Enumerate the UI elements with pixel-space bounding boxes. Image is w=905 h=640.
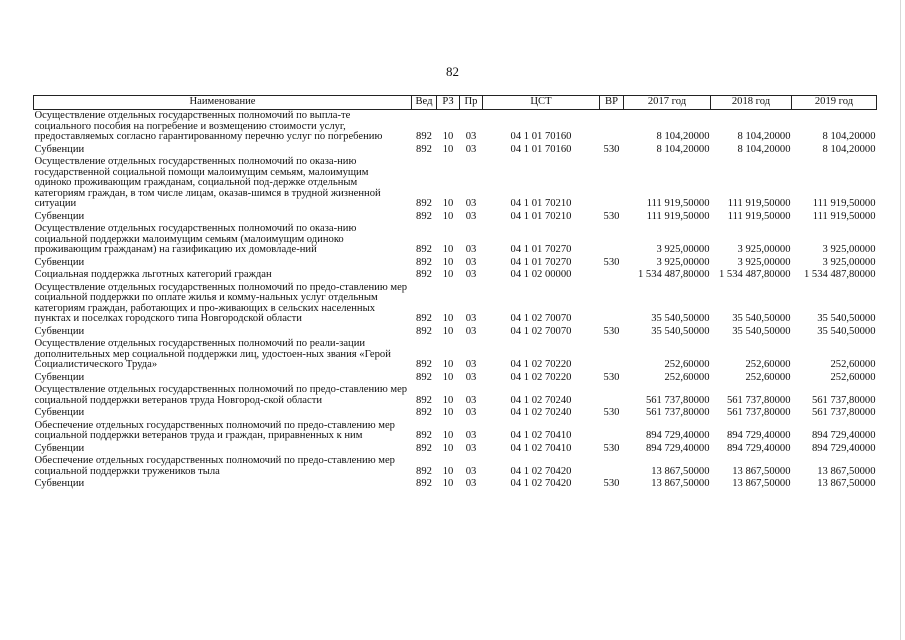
row-pr: 03: [465, 313, 477, 324]
row-rz: 10: [442, 465, 454, 477]
table-header: [34, 96, 877, 110]
row-pr: 03: [465, 256, 477, 268]
row-vr: 530: [603, 407, 620, 418]
row-2019: 35 540,50000: [817, 325, 876, 337]
row-name: Обеспечение отдельных государственных полномочий по предо-ставлению мер социальной поддержки тружеников тыла: [34, 455, 395, 477]
row-2017: 894 729,40000: [645, 442, 710, 454]
row-rz: 10: [442, 442, 454, 454]
row-vr: [600, 384, 624, 407]
row-name: Осуществление отдельных государственных полномочий по реали-зации дополнительных мер социальной поддержки лиц, удостоен-ных звания «Герой Социалистического Труда»: [34, 338, 391, 370]
row-vr: 530: [603, 371, 620, 383]
row-ved: 892: [416, 407, 432, 418]
row-2017: 252,60000: [664, 371, 710, 383]
table-row: [34, 420, 877, 443]
row-rz: 10: [442, 359, 454, 370]
header-name: Наименование: [34, 96, 412, 110]
row-pr: 03: [465, 198, 477, 209]
row-2019: 13 867,50000: [817, 478, 876, 489]
row-ved: 892: [416, 256, 432, 268]
row-vr: 530: [603, 256, 620, 268]
table-row: [34, 223, 877, 257]
row-name: Субвенции: [34, 407, 85, 418]
row-pr: 03: [465, 244, 477, 255]
row-name: Субвенции: [34, 478, 85, 489]
row-2018: 3 925,00000: [737, 256, 791, 268]
row-2017: 8 104,20000: [656, 131, 710, 142]
row-2017: 561 737,80000: [645, 394, 710, 406]
table-row: [34, 110, 877, 144]
header-vr: ВР: [600, 96, 624, 110]
table-row: [34, 478, 877, 491]
row-name: Субвенции: [34, 325, 85, 337]
row-vr: [600, 420, 624, 443]
row-ved: 892: [416, 269, 432, 280]
row-2018: 13 867,50000: [732, 465, 791, 477]
row-2017: 8 104,20000: [656, 143, 710, 155]
row-rz: 10: [442, 371, 454, 383]
row-ved: 892: [416, 442, 432, 454]
row-name: Осуществление отдельных государственных полномочий по предо-ставлению мер социальной поддержки по оплате жилья и комму-нальных услуг отдельным категориям граждан, работающих и про-живающих в сельских населенных пунктах и поселках городского типа Новгородской области: [34, 281, 408, 324]
row-pr: 03: [465, 269, 477, 280]
header-2017: 2017 год: [624, 96, 711, 110]
row-2017: 35 540,50000: [651, 325, 710, 337]
row-2019: 13 867,50000: [817, 465, 876, 477]
row-2018: 252,60000: [745, 371, 791, 383]
row-cst: 04 1 02 70070: [510, 325, 572, 337]
row-rz: 10: [442, 325, 454, 337]
row-ved: 892: [416, 478, 432, 489]
row-vr: 530: [603, 442, 620, 454]
page-number: 82: [446, 64, 459, 79]
row-cst: 04 1 02 70220: [510, 371, 572, 383]
row-cst: 04 1 01 70160: [510, 131, 572, 142]
row-2018: 894 729,40000: [726, 430, 791, 441]
row-vr: [600, 110, 624, 144]
row-2018: 3 925,00000: [737, 244, 791, 255]
row-2018: 35 540,50000: [732, 325, 791, 337]
row-vr: [600, 338, 624, 372]
table-row: [34, 384, 877, 407]
row-cst: 04 1 01 70160: [510, 143, 572, 155]
row-name: Осуществление отдельных государственных полномочий по оказа-нию государственной социальной помощи малоимущим семьям, малоимущим одиноко проживающим гражданам, социальной под-держке отдельным категориям граждан, в том числе лицам, оказав-шимся в трудной жизненной ситуации: [34, 156, 381, 209]
row-2017: 3 925,00000: [656, 244, 710, 255]
row-2019: 252,60000: [830, 359, 876, 370]
row-pr: 03: [465, 478, 477, 489]
row-vr: [600, 282, 624, 326]
row-cst: 04 1 02 00000: [510, 269, 572, 280]
row-2017: 3 925,00000: [656, 256, 710, 268]
table-row: [34, 455, 877, 478]
row-pr: 03: [465, 465, 477, 477]
row-2019: 35 540,50000: [817, 313, 876, 324]
row-rz: 10: [442, 256, 454, 268]
row-ved: 892: [416, 371, 432, 383]
row-2019: 8 104,20000: [822, 143, 876, 155]
row-vr: 530: [603, 210, 620, 222]
row-name: Социальная поддержка льготных категорий граждан: [34, 269, 272, 280]
row-ved: 892: [416, 244, 432, 255]
row-ved: 892: [416, 198, 432, 209]
row-rz: 10: [442, 313, 454, 324]
row-rz: 10: [442, 430, 454, 441]
row-name: Осуществление отдельных государственных полномочий по оказа-нию социальной поддержки малоимущим семьям (малоимущим одиноко проживающим гражданам) на газификацию их домовладе-ний: [34, 223, 357, 255]
row-2018: 8 104,20000: [737, 131, 791, 142]
row-2017: 1 534 487,80000: [637, 269, 710, 280]
row-2018: 561 737,80000: [726, 394, 791, 406]
table-row: [34, 326, 877, 339]
scan-edge-line: [900, 0, 901, 640]
row-pr: 03: [465, 442, 477, 454]
row-rz: 10: [442, 394, 454, 406]
row-2019: 8 104,20000: [822, 131, 876, 142]
row-pr: 03: [465, 407, 477, 418]
row-cst: 04 1 02 70240: [510, 407, 572, 418]
row-ved: 892: [416, 394, 432, 406]
row-2018: 35 540,50000: [732, 313, 791, 324]
row-ved: 892: [416, 210, 432, 222]
table-body: [34, 110, 877, 491]
row-cst: 04 1 02 70070: [510, 313, 572, 324]
row-pr: 03: [465, 210, 477, 222]
row-rz: 10: [442, 269, 454, 280]
row-vr: [600, 223, 624, 257]
row-cst: 04 1 02 70240: [510, 394, 572, 406]
table-row: [34, 443, 877, 456]
row-2017: 894 729,40000: [645, 430, 710, 441]
row-2017: 13 867,50000: [651, 465, 710, 477]
row-2018: 111 919,50000: [727, 210, 791, 222]
row-name: Субвенции: [34, 210, 85, 222]
row-2019: 561 737,80000: [811, 394, 876, 406]
row-rz: 10: [442, 210, 454, 222]
row-cst: 04 1 01 70270: [510, 244, 572, 255]
row-rz: 10: [442, 407, 454, 418]
row-2019: 894 729,40000: [811, 430, 876, 441]
header-ved: Вед: [412, 96, 437, 110]
table-row: [34, 372, 877, 385]
row-pr: 03: [465, 371, 477, 383]
row-vr: 530: [603, 325, 620, 337]
table-row: [34, 269, 877, 282]
row-pr: 03: [465, 325, 477, 337]
row-cst: 04 1 01 70210: [510, 210, 572, 222]
row-2017: 35 540,50000: [651, 313, 710, 324]
table-row: [34, 144, 877, 157]
table-row: [34, 407, 877, 420]
row-rz: 10: [442, 131, 454, 142]
row-2018: 894 729,40000: [726, 442, 791, 454]
row-vr: 530: [603, 143, 620, 155]
row-name: Субвенции: [34, 442, 85, 454]
table-row: [34, 156, 877, 211]
row-name: Осуществление отдельных государственных полномочий по предо-ставлению мер социальной поддержки ветеранов труда Новгород-ской области: [34, 384, 408, 406]
row-cst: 04 1 02 70220: [510, 359, 572, 370]
row-2018: 111 919,50000: [727, 198, 791, 209]
row-pr: 03: [465, 430, 477, 441]
row-name: Обеспечение отдельных государственных полномочий по предо-ставлению мер социальной поддержки ветеранов труда и граждан, приравненных к ним: [34, 419, 395, 441]
row-vr: 530: [603, 478, 620, 489]
header-2018: 2018 год: [711, 96, 792, 110]
row-ved: 892: [416, 430, 432, 441]
row-2019: 3 925,00000: [822, 244, 876, 255]
row-vr: [600, 156, 624, 211]
row-2018: 561 737,80000: [726, 407, 791, 418]
row-name: Субвенции: [34, 256, 85, 268]
row-ved: 892: [416, 325, 432, 337]
table-row: [34, 282, 877, 326]
row-cst: 04 1 02 70420: [510, 465, 572, 477]
row-ved: 892: [416, 359, 432, 370]
row-2018: 13 867,50000: [732, 478, 791, 489]
table-row: [34, 257, 877, 270]
row-2017: 561 737,80000: [645, 407, 710, 418]
row-ved: 892: [416, 465, 432, 477]
row-name: Осуществление отдельных государственных полномочий по выпла-те социального пособия на погребение и возмещению стоимости услуг, предоставляемых согласно гарантированному перечню услуг по погребению: [34, 110, 383, 142]
row-name: Субвенции: [34, 371, 85, 383]
row-rz: 10: [442, 198, 454, 209]
row-2019: 1 534 487,80000: [803, 269, 876, 280]
row-2019: 111 919,50000: [812, 198, 876, 209]
row-vr: [600, 455, 624, 478]
row-cst: 04 1 01 70270: [510, 256, 572, 268]
header-rz: РЗ: [437, 96, 460, 110]
row-2017: 13 867,50000: [651, 478, 710, 489]
row-2019: 3 925,00000: [822, 256, 876, 268]
row-rz: 10: [442, 244, 454, 255]
header-cst: ЦСТ: [483, 96, 600, 110]
row-cst: 04 1 02 70410: [510, 430, 572, 441]
row-ved: 892: [416, 131, 432, 142]
header-2019: 2019 год: [792, 96, 877, 110]
row-cst: 04 1 01 70210: [510, 198, 572, 209]
row-2019: 111 919,50000: [812, 210, 876, 222]
table-row: [34, 211, 877, 224]
row-2019: 894 729,40000: [811, 442, 876, 454]
row-pr: 03: [465, 131, 477, 142]
row-2019: 561 737,80000: [811, 407, 876, 418]
row-2018: 1 534 487,80000: [718, 269, 791, 280]
budget-table: [33, 95, 877, 491]
row-2017: 111 919,50000: [646, 210, 710, 222]
row-2018: 8 104,20000: [737, 143, 791, 155]
row-2019: 252,60000: [830, 371, 876, 383]
row-pr: 03: [465, 143, 477, 155]
row-cst: 04 1 02 70420: [510, 478, 572, 489]
header-pr: Пр: [460, 96, 483, 110]
row-pr: 03: [465, 394, 477, 406]
row-2017: 252,60000: [664, 359, 710, 370]
row-ved: 892: [416, 313, 432, 324]
table-row: [34, 338, 877, 372]
row-rz: 10: [442, 478, 454, 489]
row-2017: 111 919,50000: [646, 198, 710, 209]
row-ved: 892: [416, 143, 432, 155]
row-pr: 03: [465, 359, 477, 370]
row-rz: 10: [442, 143, 454, 155]
row-vr: [600, 269, 624, 282]
row-cst: 04 1 02 70410: [510, 442, 572, 454]
row-2018: 252,60000: [745, 359, 791, 370]
row-name: Субвенции: [34, 143, 85, 155]
